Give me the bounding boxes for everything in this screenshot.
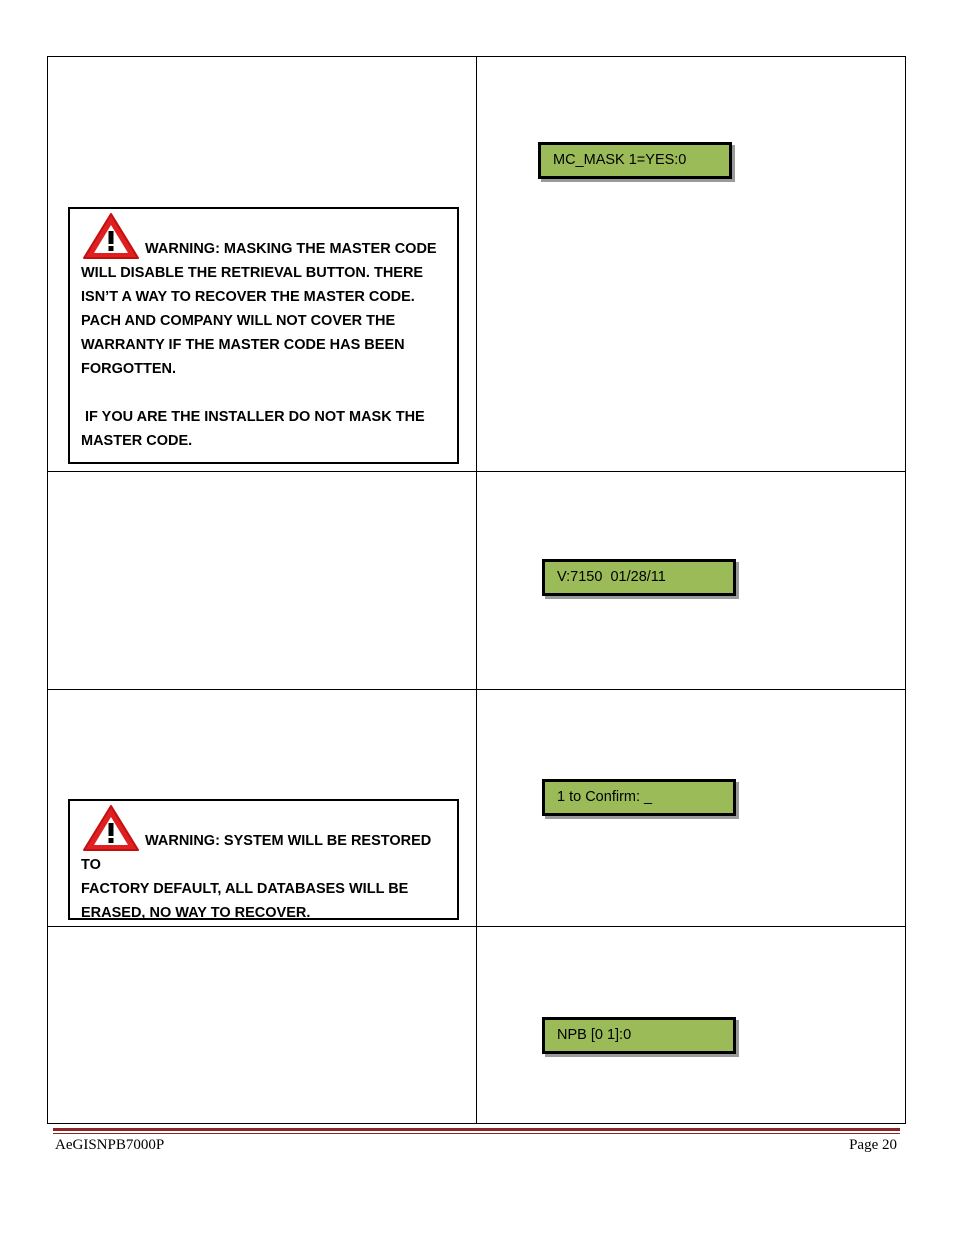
footer-rule <box>53 1128 900 1131</box>
warning-text: FORGOTTEN. <box>81 361 177 377</box>
warning-text: FACTORY DEFAULT, ALL DATABASES WILL BE <box>81 881 409 897</box>
warning-text: WILL DISABLE THE RETRIEVAL BUTTON. THERE <box>81 265 424 281</box>
warning-text: ISN’T A WAY TO RECOVER THE MASTER CODE. <box>81 289 415 305</box>
footer-document-id: AeGISNPB7000P <box>55 1137 165 1153</box>
lcd-display-confirm: 1 to Confirm: _ <box>542 779 736 816</box>
lcd-display-mc-mask: MC_MASK 1=YES:0 <box>538 142 732 179</box>
warning-triangle-icon <box>81 803 141 853</box>
warning-box-mask-master-code <box>68 207 459 464</box>
footer-page-number: Page 20 <box>849 1137 897 1153</box>
lcd-display-version: V:7150 01/28/11 <box>542 559 736 596</box>
row-divider <box>47 471 906 472</box>
warning-text: WARRANTY IF THE MASTER CODE HAS BEEN <box>81 337 405 353</box>
warning-text: PACH AND COMPANY WILL NOT COVER THE <box>81 313 396 329</box>
footer-rule-thin <box>53 1133 900 1134</box>
warning-text: WARNING: MASKING THE MASTER CODE <box>145 241 437 257</box>
row-divider <box>47 689 906 690</box>
column-divider <box>476 56 477 1124</box>
warning-text: ERASED, NO WAY TO RECOVER. <box>81 905 311 921</box>
warning-text: MASTER CODE. <box>81 433 193 449</box>
warning-text: IF YOU ARE THE INSTALLER DO NOT MASK THE <box>81 409 425 425</box>
row-divider <box>47 926 906 927</box>
warning-text: WARNING: SYSTEM WILL BE RESTORED TO <box>81 833 432 873</box>
warning-box-factory-restore <box>68 799 459 920</box>
lcd-display-npb: NPB [0 1]:0 <box>542 1017 736 1054</box>
warning-triangle-icon <box>81 211 141 261</box>
